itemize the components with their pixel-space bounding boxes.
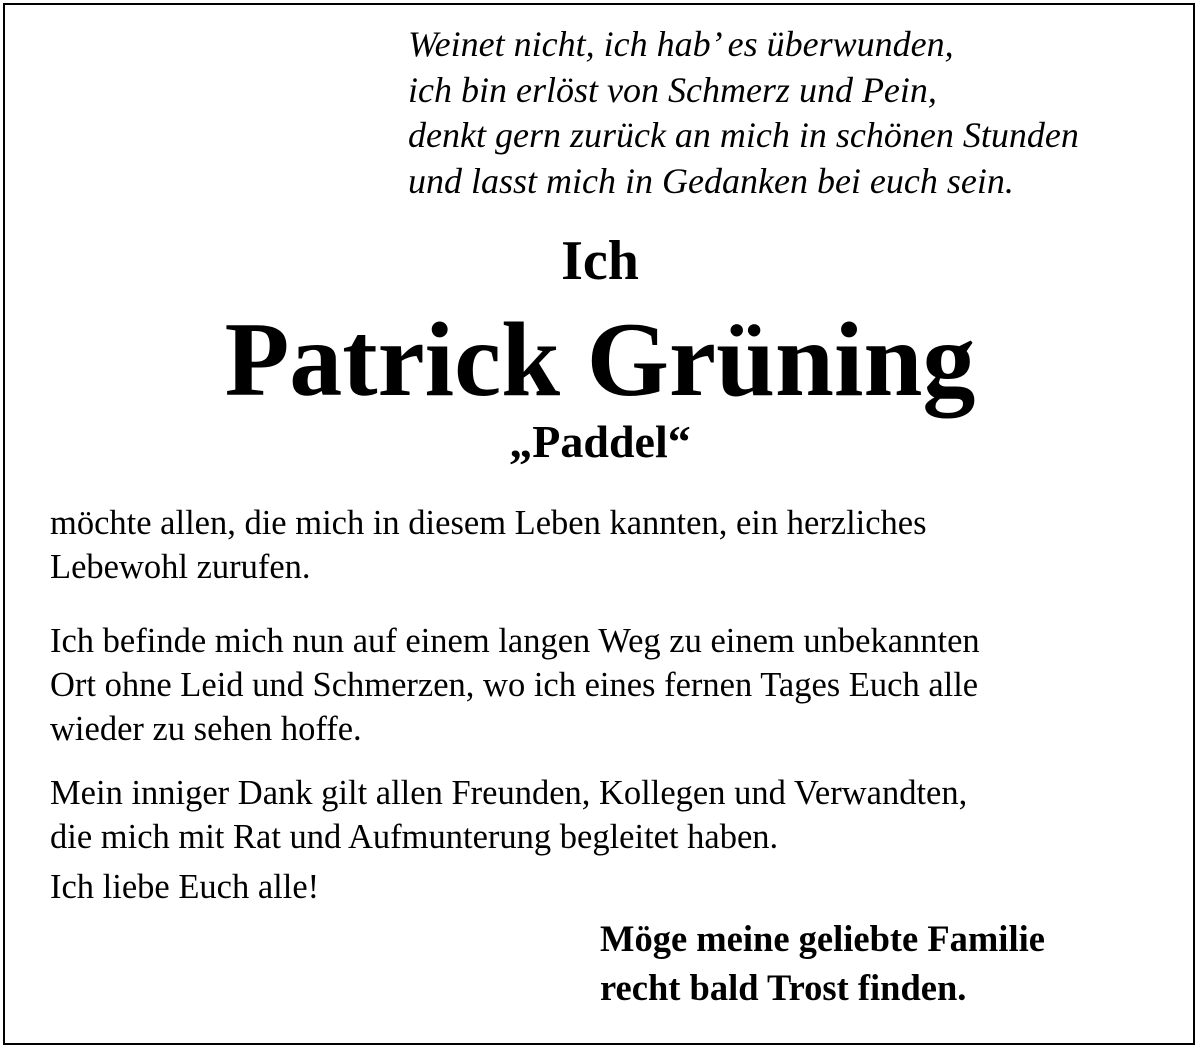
paragraph-line: möchte allen, die mich in diesem Leben kannten, ein herzliches xyxy=(50,504,927,542)
love-paragraph xyxy=(50,865,319,909)
paragraph-line: Ich liebe Euch alle! xyxy=(50,868,320,906)
paragraph-line: Mein inniger Dank gilt allen Freunden, Kollegen und Verwandten, xyxy=(50,774,968,812)
closing-line: recht bald Trost finden. xyxy=(600,967,967,1008)
closing-line: Möge meine geliebte Familie xyxy=(600,918,1045,959)
memorial-poem xyxy=(408,22,1079,204)
deceased-nickname: „Paddel“ xyxy=(509,416,691,467)
journey-paragraph xyxy=(50,619,980,751)
farewell-paragraph xyxy=(50,501,927,589)
poem-line: denkt gern zurück an mich in schönen Stunden xyxy=(408,115,1079,155)
paragraph-line: Lebewohl zurufen. xyxy=(50,548,311,586)
paragraph-line: Ich befinde mich nun auf einem langen Weg zu einem unbekannten xyxy=(50,622,980,660)
paragraph-line: wieder zu sehen hoffe. xyxy=(50,710,362,748)
paragraph-line: die mich mit Rat und Aufmunterung begleitet haben. xyxy=(50,818,779,856)
paragraph-line: Ort ohne Leid und Schmerzen, wo ich eines fernen Tages Euch alle xyxy=(50,666,979,704)
intro-word: Ich xyxy=(561,230,639,292)
poem-line: Weinet nicht, ich hab’ es überwunden, xyxy=(408,24,954,64)
closing-wish xyxy=(600,914,1045,1012)
deceased-name: Patrick Grüning xyxy=(224,301,976,418)
thanks-paragraph xyxy=(50,771,967,859)
poem-line: und lasst mich in Gedanken bei euch sein. xyxy=(408,160,1014,201)
poem-line: ich bin erlöst von Schmerz und Pein, xyxy=(408,69,937,110)
